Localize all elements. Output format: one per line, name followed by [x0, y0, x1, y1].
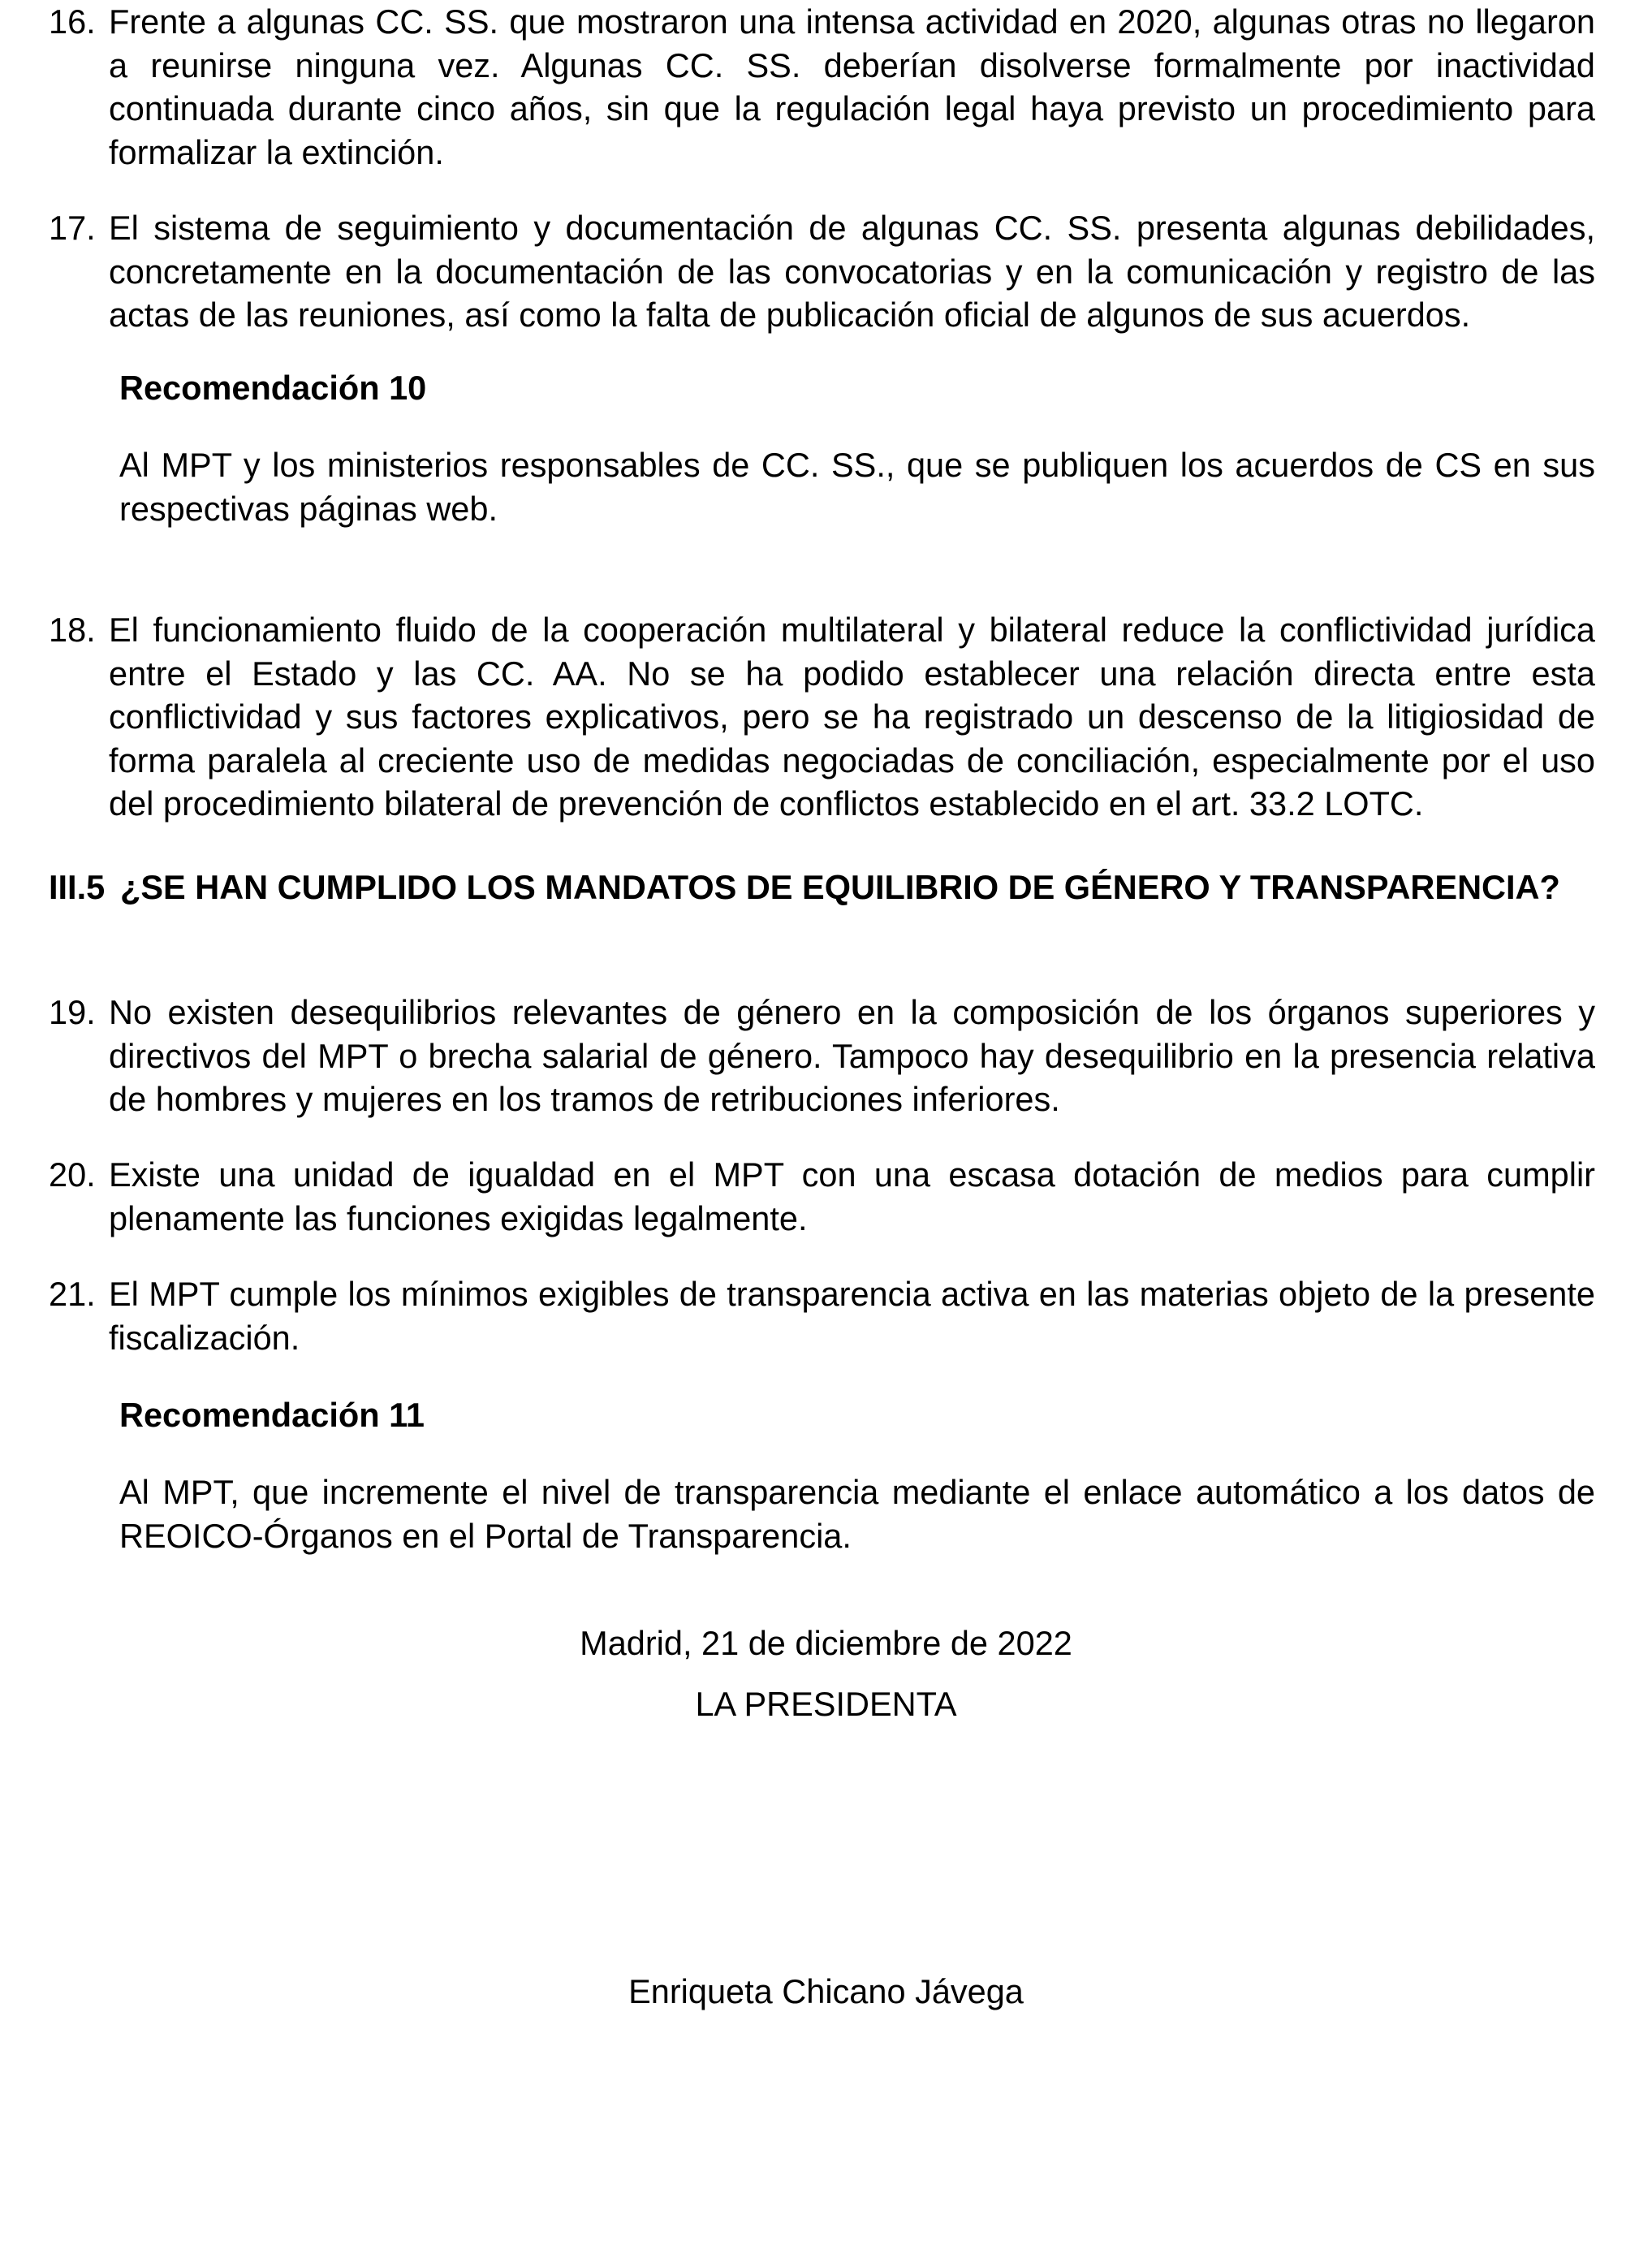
item-number: 19. — [49, 993, 96, 1031]
item-number: 20. — [49, 1155, 96, 1194]
recommendation-10-title: Recomendación 10 — [119, 369, 427, 407]
item-text: Existe una unidad de igualdad en el MPT con una escasa dotación de medios para cumplir plenamente las funciones exigidas legalmente. — [109, 1155, 1595, 1237]
recommendation-11-title: Recomendación 11 — [119, 1396, 425, 1434]
item-text: Frente a algunas CC. SS. que mostraron una intensa actividad en 2020, algunas otras no llegaron a reunirse ninguna vez. Algunas CC. SS. deberían disolverse formalmente por inactividad continuada durante cinco años, sin que la regulación legal haya previsto un procedimiento para formalizar la extinción. — [109, 2, 1595, 171]
recommendation-10-text: Al MPT y los ministerios responsables de CC. SS., que se publiquen los acuerdos de CS en sus respectivas páginas web. — [119, 446, 1595, 528]
signatory-name-text: Enriqueta Chicano Jávega — [628, 1972, 1024, 2010]
section-number: III.5 — [49, 868, 106, 906]
signatory-name — [0, 1970, 1652, 2014]
section-title: ¿SE HAN CUMPLIDO LOS MANDATOS DE EQUILIBRIO DE GÉNERO Y TRANSPARENCIA? — [120, 868, 1560, 906]
recommendation-11-text: Al MPT, que incremente el nivel de transparencia mediante el enlace automático a los datos de REOICO-Órganos en el Portal de Transparencia. — [119, 1473, 1595, 1555]
place-date — [0, 1621, 1652, 1665]
item-text: El MPT cumple los mínimos exigibles de transparencia activa en las materias objeto de la presente fiscalización. — [109, 1275, 1595, 1357]
item-number: 17. — [49, 209, 96, 247]
place-date-text: Madrid, 21 de diciembre de 2022 — [580, 1624, 1072, 1662]
conclusion-item-18 — [49, 608, 1595, 826]
signatory-role — [0, 1682, 1652, 1726]
item-text: No existen desequilibrios relevantes de género en la composición de los órganos superiores y directivos del MPT o brecha salarial de género. Tampoco hay desequilibrio en la presencia relativa de hombres y mujeres en los tramos de retribuciones inferiores. — [109, 993, 1595, 1118]
item-number: 21. — [49, 1275, 96, 1313]
conclusion-item-20 — [49, 1153, 1595, 1240]
item-text: El sistema de seguimiento y documentación de algunas CC. SS. presenta algunas debilidades, concretamente en la documentación de las convocatorias y en la comunicación y registro de las actas de las reuniones, así como la falta de publicación oficial de algunos de sus acuerdos. — [109, 209, 1595, 334]
item-text: El funcionamiento fluido de la cooperación multilateral y bilateral reduce la conflictividad jurídica entre el Estado y las CC. AA. No se ha podido establecer una relación directa entre esta conflictividad y sus factores explicativos, pero se ha registrado un descenso de la litigiosidad de forma paralela al creciente uso de medidas negociadas de conciliación, especialmente por el uso del procedimiento bilateral de prevención de conflictos establecido en el art. 33.2 LOTC. — [109, 611, 1595, 823]
conclusion-item-17 — [49, 206, 1595, 337]
conclusion-item-21 — [49, 1272, 1595, 1359]
signatory-role-text: LA PRESIDENTA — [695, 1685, 957, 1723]
section-heading — [49, 867, 1595, 908]
item-number: 16. — [49, 2, 96, 41]
conclusion-item-19 — [49, 991, 1595, 1121]
item-number: 18. — [49, 611, 96, 649]
conclusion-item-16 — [49, 0, 1595, 174]
